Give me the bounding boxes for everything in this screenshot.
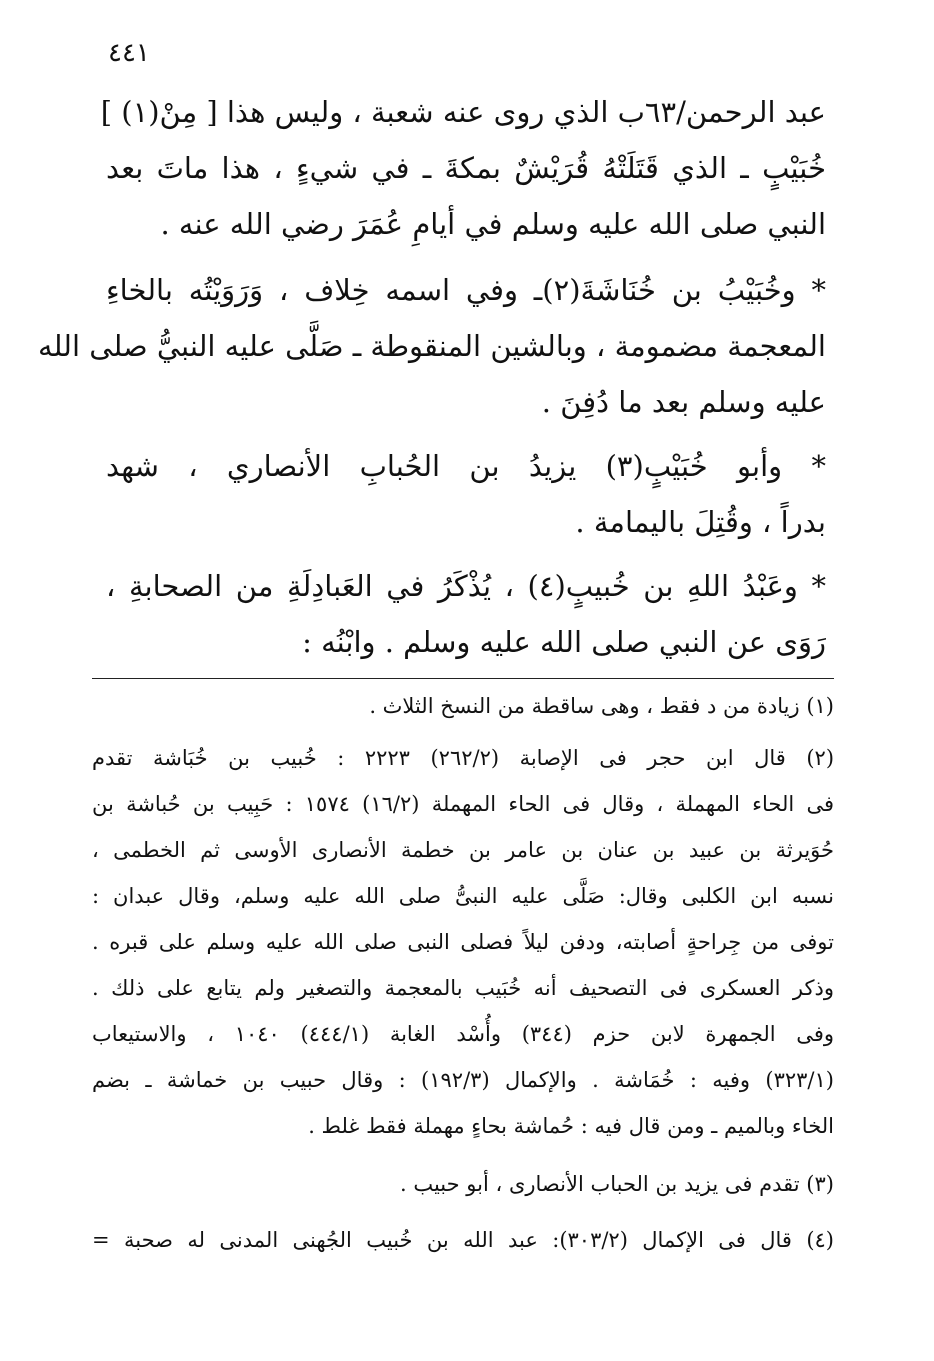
body-line: * وأبو خُبَيْبٍ(٣) يزيدُ بن الحُبابِ الأنصاري ، شهد	[106, 449, 826, 483]
body-line: بدراً ، وقُتِلَ باليمامة .	[575, 505, 826, 539]
footnote-line: وذكر العسكرى فى التصحيف أنه خُبَيب بالمعجمة والتصغير ولم يتابع على ذلك .	[92, 976, 834, 1000]
footnote-line: فى الحاء المهملة ، وقال فى الحاء المهملة (١٦/٢) ١٥٧٤ : حَبِيب بن حُباشة بن	[92, 792, 834, 816]
body-line: رَوَى عن النبي صلى الله عليه وسلم . وابْنُه :	[302, 625, 826, 659]
body-line: عبد الرحمن/٦٣ب الذي روى عنه شعبة ، وليس هذا [ مِنْ(١) ]	[100, 95, 826, 129]
body-line: * وعَبْدُ اللهِ بن خُبيبٍ(٤) ، يُذْكَرُ في العَبادِلَةِ من الصحابةِ ،	[106, 569, 827, 603]
footnote-line: (٣) تقدم فى يزيد بن الحباب الأنصارى ، أبو حبيب .	[400, 1172, 834, 1196]
footnote-line: (١) زيادة من د فقط ، وهى ساقطة من النسخ الثلاث .	[369, 694, 834, 718]
footnote-line: الخاء وبالميم ـ ومن قال فيه : حُماشة بحاءٍ مهملة فقط غلط .	[308, 1114, 834, 1138]
footnote-line: (٢) قال ابن حجر فى الإصابة (٢٦٢/٢) ٢٢٢٣ : خُبيب بن خُبَاشة تقدم	[92, 746, 835, 770]
page-number: ٤٤١	[108, 38, 150, 68]
footnote-line: (٤) قال فى الإكمال (٣٠٣/٢): عبد الله بن خُبيب الجُهنى المدنى له صحبة =	[92, 1228, 834, 1252]
footnote-line: حُوَيرثة بن عبيد بن عنان بن عامر بن خطمة الأنصارى الأوسى ثم الخطمى ،	[92, 838, 834, 862]
body-line: المعجمة مضمومة ، وبالشين المنقوطة ـ صَلَّى عليه النبيُّ صلى الله	[38, 329, 826, 363]
footnote-line: (٣٢٣/١) وفيه : خُمَاشة . والإكمال (١٩٢/٣) : وقال حبيب بن خماشة ـ بضم	[92, 1068, 834, 1092]
body-line: * وخُبَيْبُ بن خُنَاشَةَ(٢)ـ وفي اسمه خِلاف ، وَرَوَيْتُه بالخاءِ	[106, 273, 826, 307]
footnote-line: وفى الجمهرة لابن حزم (٣٤٤) وأُسْد الغابة (٤٤٤/١) ١٠٤٠ ، والاستيعاب	[92, 1022, 834, 1046]
footnote-separator	[92, 678, 834, 679]
footnote-line: نسبه ابن الكلبى وقال: صَلَّى عليه النبىُّ صلى الله عليه وسلم، وقال عبدان :	[92, 884, 834, 908]
body-line: النبي صلى الله عليه وسلم في أيامِ عُمَرَ رضي الله عنه .	[160, 207, 826, 241]
body-line: عليه وسلم بعد ما دُفِنَ .	[541, 385, 826, 419]
body-line: خُبَيْبٍ ـ الذي قَتَلَتْهُ قُرَيْشٌ بمكةَ ـ في شيءٍ ، هذا ماتَ بعد	[106, 151, 826, 185]
footnote-line: توفى من جِراحةٍ أصابته، ودفن ليلاً فصلى النبى صلى الله عليه وسلم على قبره .	[92, 930, 834, 954]
